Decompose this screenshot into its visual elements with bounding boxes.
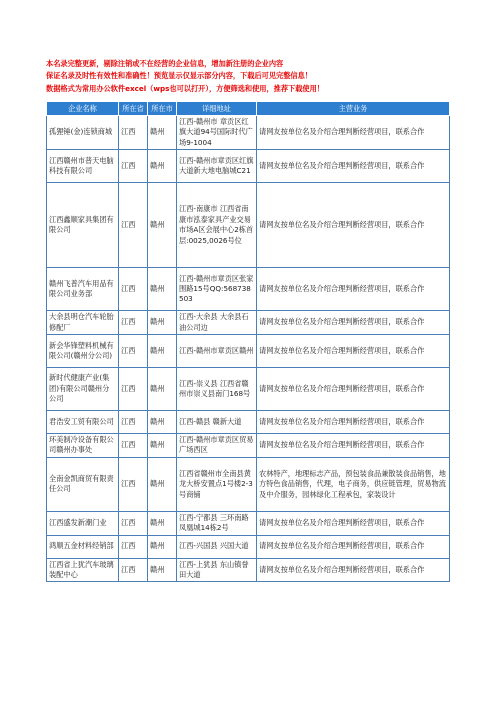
company-name-cell: 孤狸锤(金)连锁商城 (47, 116, 119, 150)
address-cell: 江西-赣州市章贡区红旗大道新大地电脑城C21 (177, 150, 257, 183)
province-cell: 江西 (119, 434, 148, 458)
table-row (47, 116, 450, 150)
table-row (47, 368, 450, 411)
province-cell: 江西 (119, 150, 148, 183)
address-cell: 江西-上犹县 东山镇誉田大道 (177, 558, 257, 582)
table-row (47, 535, 450, 558)
business-cell: 请网友按单位名及介绍合理判断经营项目，联系合作 (257, 335, 450, 368)
province-cell: 江西 (119, 311, 148, 335)
company-name-cell: 鸿顺五金材料经销部 (47, 535, 119, 558)
company-name-cell: 全南金凯商贸有限责任公司 (47, 457, 119, 511)
province-cell: 江西 (119, 457, 148, 511)
header-city: 所在市 (148, 102, 177, 116)
city-cell: 赣州 (148, 311, 177, 335)
header-company-name: 企业名称 (47, 102, 119, 116)
business-cell: 请网友按单位名及介绍合理判断经营项目，联系合作 (257, 116, 450, 150)
table-row (47, 150, 450, 183)
province-cell: 江西 (119, 116, 148, 150)
notice-line-1: 本名录完整更新，剔除注销或不在经营的企业信息，增加新注册的企业内容 (46, 59, 284, 68)
table-row (47, 183, 450, 268)
header-business: 主营业务 (257, 102, 450, 116)
company-table (46, 101, 450, 582)
table-row (47, 335, 450, 368)
province-cell: 江西 (119, 368, 148, 411)
province-cell: 江西 (119, 268, 148, 311)
company-name-cell: 江西盛发新潮门业 (47, 511, 119, 535)
table-row (47, 457, 450, 511)
address-cell: 江西-崇义县 江西省赣州市崇义县南门168号 (177, 368, 257, 411)
city-cell: 赣州 (148, 457, 177, 511)
business-cell: 请网友按单位名及介绍合理判断经营项目，联系合作 (257, 183, 450, 268)
header-province: 所在省 (119, 102, 148, 116)
address-cell: 江西-赣州市章贡区张家围路15号QQ:568738503 (177, 268, 257, 311)
address-cell: 江西-宁都县 三环南路凤凰城14栋2号 (177, 511, 257, 535)
city-cell: 赣州 (148, 511, 177, 535)
business-cell: 请网友按单位名及介绍合理判断经营项目，联系合作 (257, 411, 450, 434)
business-cell: 请网友按单位名及介绍合理判断经营项目，联系合作 (257, 558, 450, 582)
table-row (47, 558, 450, 582)
notice-line-2: 保证名录及时性有效性和准确性！预览显示仅显示部分内容，下载后可见完整信息！ (46, 71, 312, 81)
business-cell: 请网友按单位名及介绍合理判断经营项目，联系合作 (257, 434, 450, 458)
address-cell: 江西-南康市 江西省南康市泓泰家具产业交易市场A区会展中心2栋首层:0025,0026号位 (177, 183, 257, 268)
address-cell: 江西-赣州市章贡区贸易广场西区 (177, 434, 257, 458)
company-name-cell: 大余县明仓汽车轮胎修配厂 (47, 311, 119, 335)
address-cell: 江西-兴国县 兴国大道 (177, 535, 257, 558)
city-cell: 赣州 (148, 535, 177, 558)
address-cell: 江西-赣州市章贡区赣州 (177, 335, 257, 368)
notice-line-3: 数据格式为常用办公软件excel（wps也可以打开），方便筛选和使用，推荐下载使用！ (46, 83, 324, 93)
province-cell: 江西 (119, 335, 148, 368)
company-name-cell: 江西鑫顺家具集团有限公司 (47, 183, 119, 268)
table-row (47, 434, 450, 458)
company-name-cell: 江西赣州市普天电脑科技有限公司 (47, 150, 119, 183)
company-name-cell: 赣州飞普汽车用品有限公司业务部 (47, 268, 119, 311)
province-cell: 江西 (119, 558, 148, 582)
city-cell: 赣州 (148, 268, 177, 311)
address-cell: 江西-赣州市 章贡区红旗大道94号国际时代广场9-1004 (177, 116, 257, 150)
address-cell: 江西-大余县 大余县石油公司边 (177, 311, 257, 335)
city-cell: 赣州 (148, 335, 177, 368)
address-cell: 江西省赣州市全南县黄龙大桥安置点1号楼2-3号商铺 (177, 457, 257, 511)
address-cell: 江西-赣县 赣新大道 (177, 411, 257, 434)
business-cell: 请网友按单位名及介绍合理判断经营项目，联系合作 (257, 268, 450, 311)
city-cell: 赣州 (148, 183, 177, 268)
city-cell: 赣州 (148, 368, 177, 411)
business-cell: 请网友按单位名及介绍合理判断经营项目，联系合作 (257, 150, 450, 183)
table-header-row (47, 102, 450, 116)
company-name-cell: 江西省上犹汽车玻璃装配中心 (47, 558, 119, 582)
table-row (47, 411, 450, 434)
business-cell: 请网友按单位名及介绍合理判断经营项目，联系合作 (257, 535, 450, 558)
province-cell: 江西 (119, 183, 148, 268)
province-cell: 江西 (119, 411, 148, 434)
business-cell: 请网友按单位名及介绍合理判断经营项目，联系合作 (257, 311, 450, 335)
city-cell: 赣州 (148, 116, 177, 150)
company-name-cell: 环美制冷设备有限公司赣州办事处 (47, 434, 119, 458)
business-cell: 请网友按单位名及介绍合理判断经营项目，联系合作 (257, 368, 450, 411)
city-cell: 赣州 (148, 434, 177, 458)
header-address: 详细地址 (177, 102, 257, 116)
province-cell: 江西 (119, 535, 148, 558)
table-row (47, 268, 450, 311)
company-name-cell: 君浩安工贸有限公司 (47, 411, 119, 434)
province-cell: 江西 (119, 511, 148, 535)
city-cell: 赣州 (148, 150, 177, 183)
table-row (47, 311, 450, 335)
city-cell: 赣州 (148, 558, 177, 582)
city-cell: 赣州 (148, 411, 177, 434)
business-cell: 农林特产，地理标志产品，预包装食品兼散装食品销售，地方特色食品销售，代理，电子商务，供应链管理，贸易物流及中介服务，园林绿化工程承包，家装设计 (257, 457, 450, 511)
business-cell: 请网友按单位名及介绍合理判断经营项目，联系合作 (257, 511, 450, 535)
notice-banner (46, 58, 456, 95)
company-name-cell: 新会华锋塑料机械有限公司(赣州分公司) (47, 335, 119, 368)
company-name-cell: 新时代健康产业(集团)有限公司赣州分公司 (47, 368, 119, 411)
table-row (47, 511, 450, 535)
